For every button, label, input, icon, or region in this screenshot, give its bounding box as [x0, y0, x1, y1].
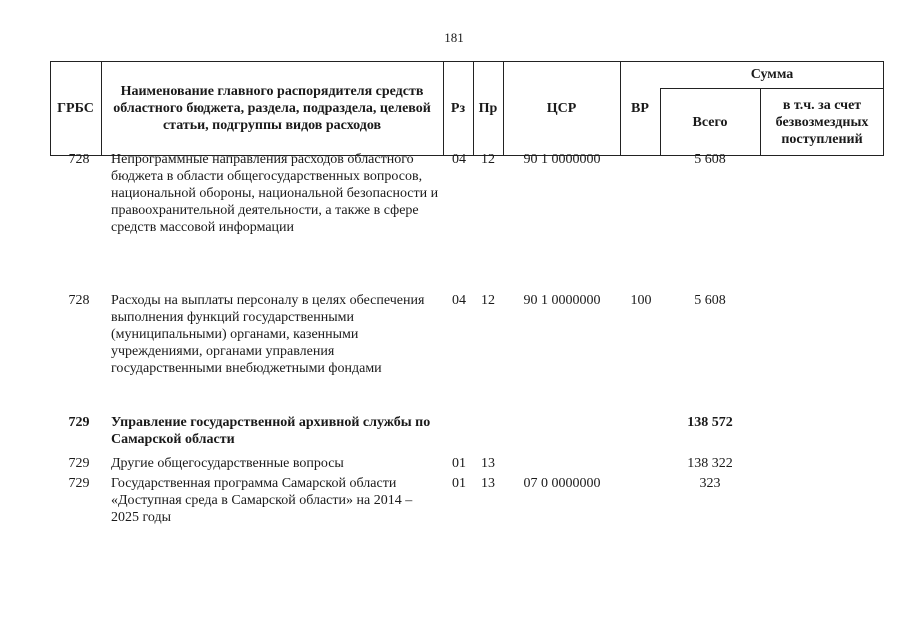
row-grbs: 728 [68, 152, 90, 167]
row-csr: 90 1 0000000 [523, 152, 601, 167]
row-grbs: 728 [68, 293, 90, 308]
row-total: 5 608 [694, 293, 726, 308]
row-name: Непрограммные направления расходов областного бюджета в области общегосударственных вопросов, национальной обороны, национальной безопасности и правоохранительной деятельности, а также в сфере средств массовой информации [111, 152, 439, 235]
header-csr: ЦСР [546, 101, 577, 116]
row-name: Государственная программа Самарской области «Доступная среда в Самарской области» на 2014 – 2025 годы [111, 476, 413, 525]
column-divider [101, 61, 102, 156]
header-sum: Сумма [750, 67, 794, 82]
header-grbs: ГРБС [57, 101, 94, 116]
row-total: 323 [699, 476, 721, 491]
row-total: 138 322 [687, 456, 733, 471]
header-total: Всего [692, 114, 728, 130]
row-name: Другие общегосударственные вопросы [111, 456, 344, 471]
row-total: 5 608 [694, 152, 726, 167]
row-rz: 01 [452, 456, 466, 471]
column-divider [760, 88, 761, 156]
row-name: Расходы на выплаты персоналу в целях обеспечения выполнения функций государственными (муниципальными) органами, казенными учреждениями, органами управления государственными внебюджетными фондами [111, 293, 425, 376]
row-grbs: 729 [68, 456, 90, 471]
header-grants: в т.ч. за счет безвозмездных поступлений [775, 97, 869, 147]
row-pr: 13 [481, 476, 495, 491]
row-grbs: 729 [68, 476, 90, 491]
row-pr: 12 [481, 152, 495, 167]
row-pr: 12 [481, 293, 495, 308]
row-rz: 01 [452, 476, 466, 491]
header-vr: ВР [631, 101, 649, 116]
row-name: Управление государственной архивной службы по Самарской области [111, 415, 431, 447]
row-rz: 04 [452, 293, 466, 308]
row-csr: 90 1 0000000 [523, 293, 601, 308]
row-csr: 07 0 0000000 [523, 476, 601, 491]
row-rz: 04 [452, 152, 466, 167]
page-number: 181 [444, 30, 464, 45]
header-pr: Пр [478, 101, 498, 116]
row-total: 138 572 [687, 415, 733, 430]
row-grbs: 729 [68, 415, 90, 430]
header-name: Наименование главного распорядителя средств областного бюджета, раздела, подраздела, целевой статьи, подгруппы видов расходов [113, 84, 431, 133]
row-pr: 13 [481, 456, 495, 471]
header-rz: Рз [450, 101, 466, 116]
row-vr: 100 [630, 293, 652, 308]
